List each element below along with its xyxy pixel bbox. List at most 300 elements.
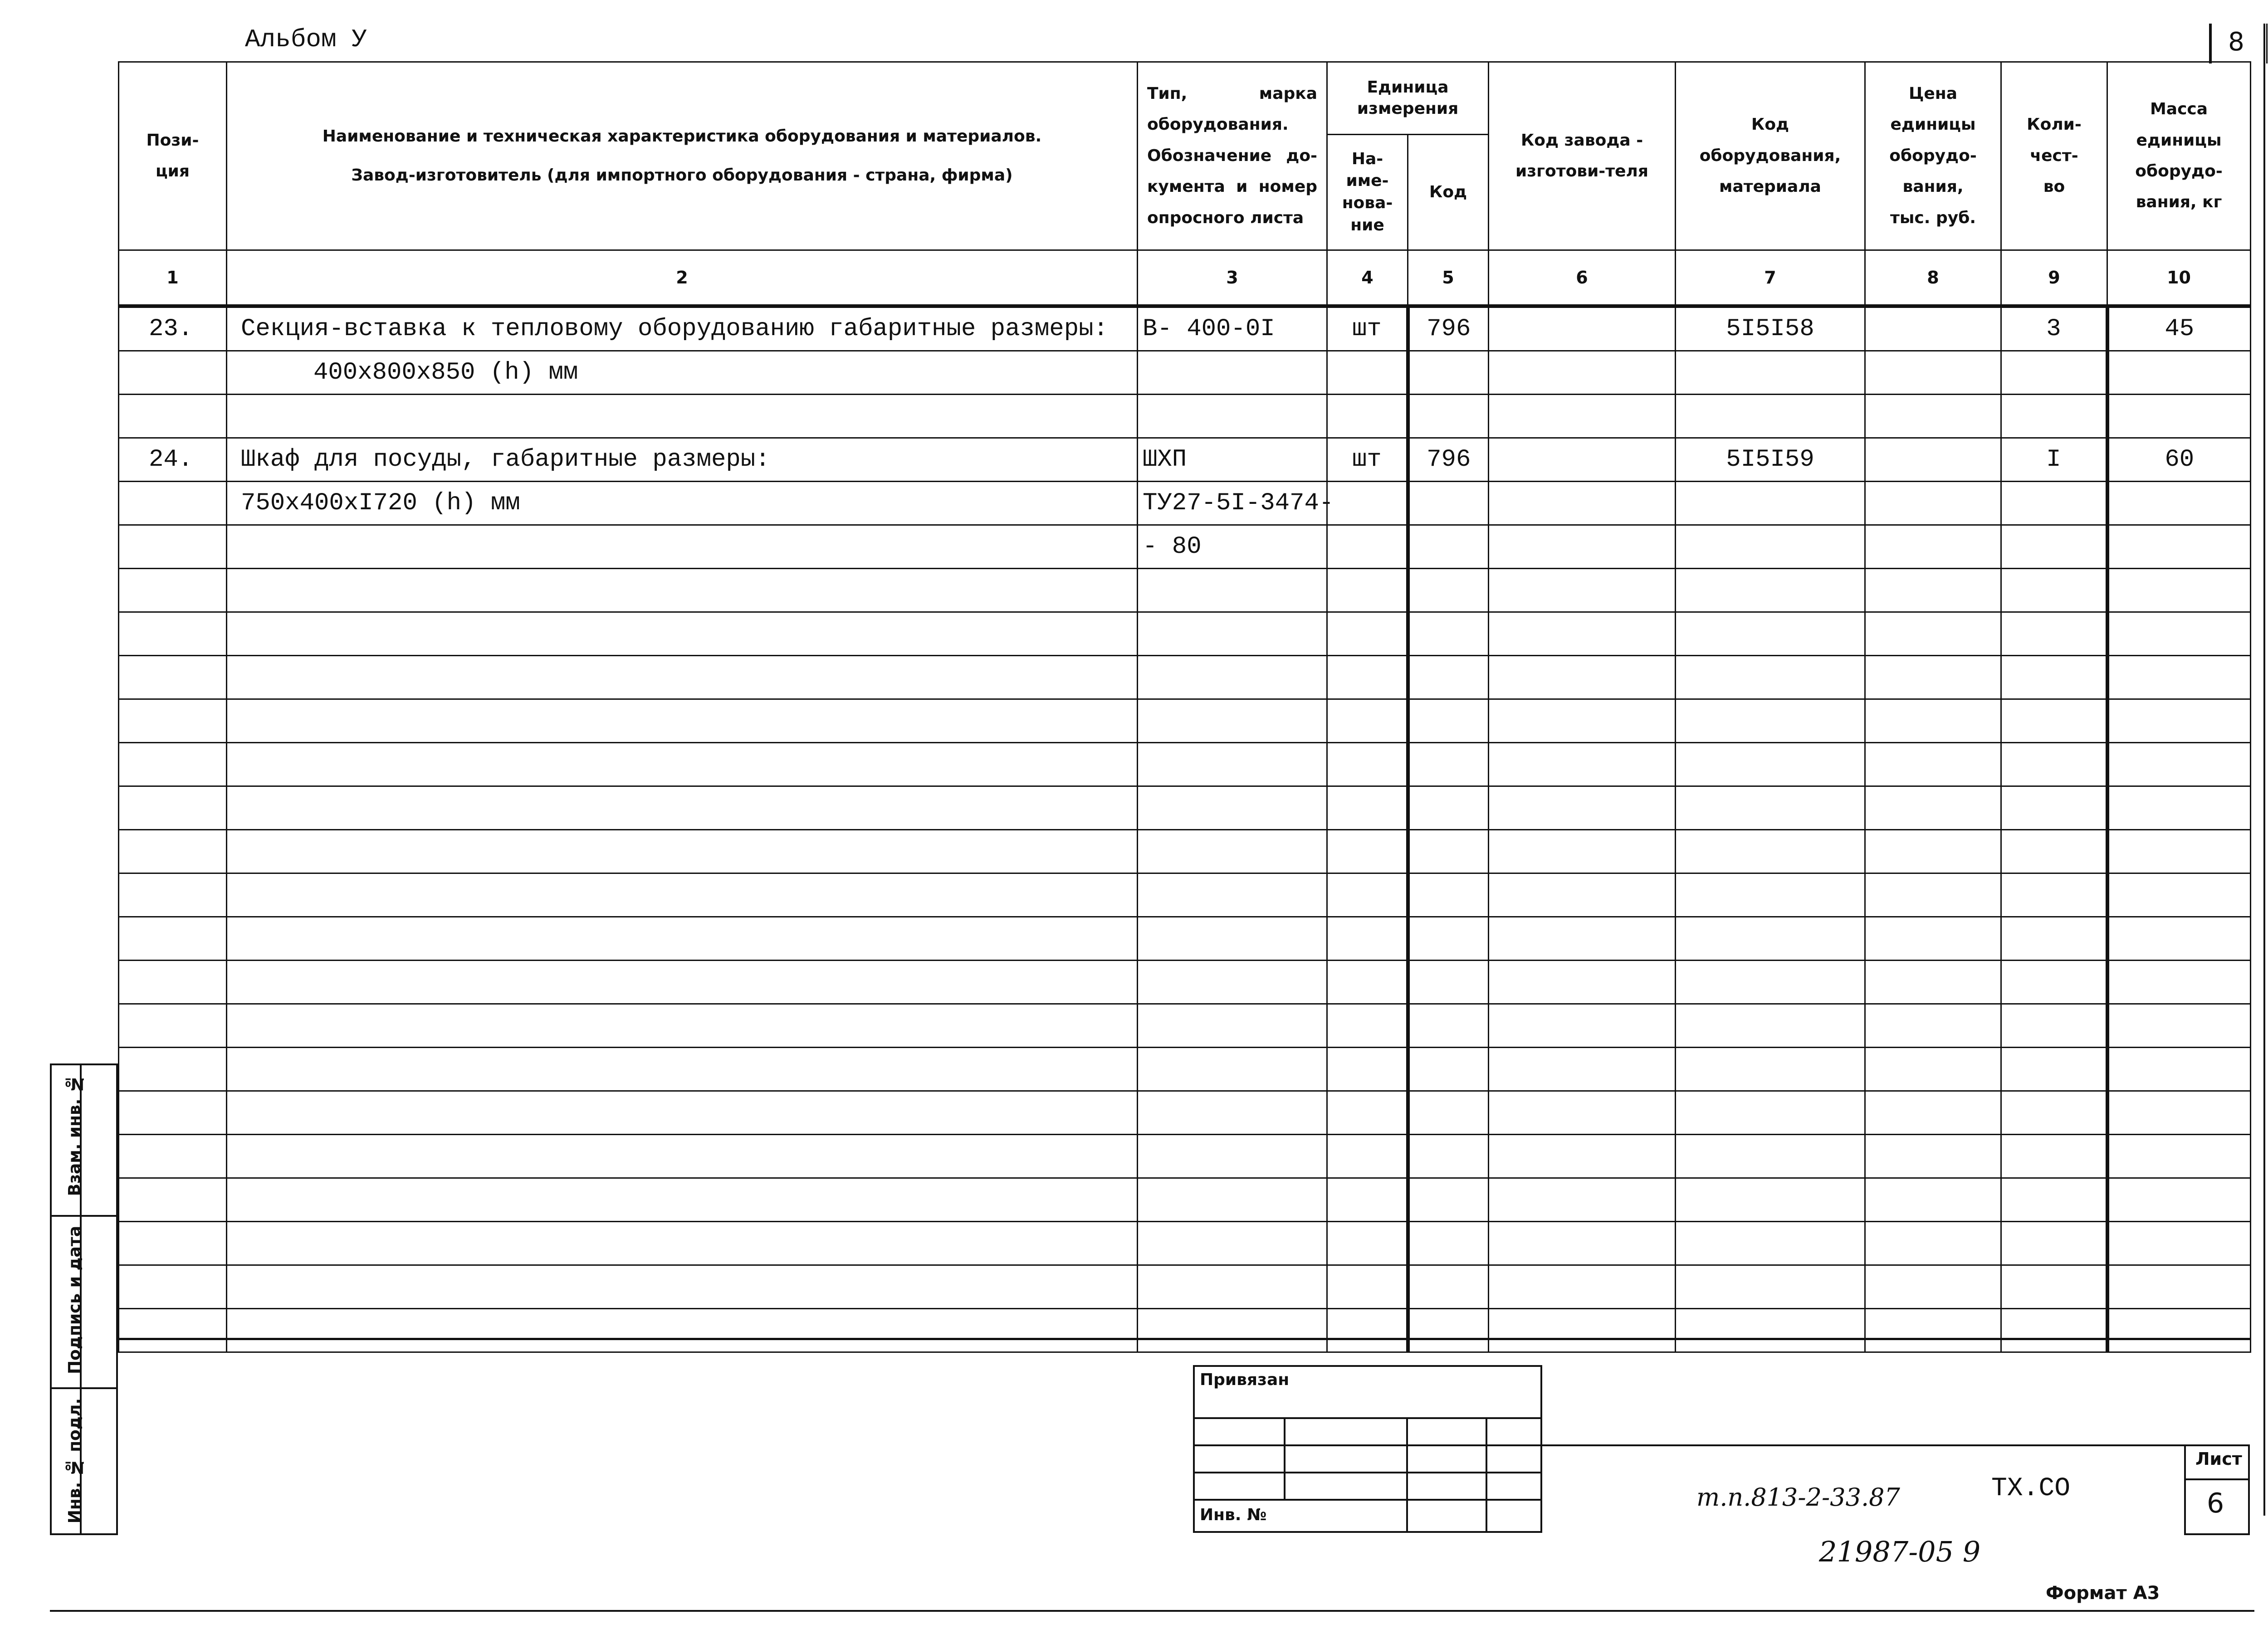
table-row bbox=[119, 917, 2251, 961]
cell-unit-code bbox=[1408, 1222, 1489, 1265]
cell-unit-code bbox=[1408, 961, 1489, 1004]
cell-maker bbox=[1489, 873, 1676, 917]
cell-name: 750x400xI720 (h) мм bbox=[227, 482, 1138, 525]
cell-mass bbox=[2107, 786, 2251, 830]
table-row bbox=[119, 1091, 2251, 1135]
cell-unit bbox=[1327, 351, 1408, 395]
cell-type bbox=[1138, 1309, 1327, 1352]
table-row bbox=[119, 612, 2251, 656]
binding-grid-line bbox=[1486, 1417, 1487, 1533]
cell-type bbox=[1138, 830, 1327, 873]
column-number: 3 bbox=[1138, 250, 1327, 307]
cell-pos bbox=[119, 395, 227, 438]
cell-type: - 80 bbox=[1138, 525, 1327, 569]
sheet-number: 6 bbox=[2207, 1488, 2224, 1519]
cell-code bbox=[1676, 525, 1865, 569]
cell-code bbox=[1676, 1265, 1865, 1309]
cell-mass bbox=[2107, 743, 2251, 786]
binding-grid-line bbox=[1284, 1417, 1286, 1499]
cell-code bbox=[1676, 699, 1865, 743]
right-border-line bbox=[2263, 24, 2265, 1516]
cell-mass bbox=[2107, 1004, 2251, 1048]
table-row bbox=[119, 351, 2251, 395]
table-row bbox=[119, 306, 2251, 351]
cell-code: 5I5I59 bbox=[1676, 438, 1865, 482]
cell-code bbox=[1676, 1178, 1865, 1222]
cell-maker bbox=[1489, 743, 1676, 786]
side-stamp bbox=[50, 1063, 118, 1535]
cell-name: Шкаф для посуды, габаритные размеры: bbox=[227, 438, 1138, 482]
cell-unit bbox=[1327, 656, 1408, 699]
cell-maker bbox=[1489, 306, 1676, 351]
side-label-original-inv: Инв. № подл. bbox=[65, 1398, 84, 1524]
cell-maker bbox=[1489, 917, 1676, 961]
table-row bbox=[119, 656, 2251, 699]
cell-qty bbox=[2001, 961, 2107, 1004]
header-maker-code: Код завода - изготови-теля bbox=[1489, 62, 1676, 250]
cell-unit-code: 796 bbox=[1408, 306, 1489, 351]
cell-mass bbox=[2107, 1222, 2251, 1265]
column-number: 7 bbox=[1676, 250, 1865, 307]
cell-qty bbox=[2001, 569, 2107, 612]
cell-price bbox=[1865, 656, 2001, 699]
cell-unit-code bbox=[1408, 1135, 1489, 1178]
cell-code bbox=[1676, 873, 1865, 917]
cell-unit-code bbox=[1408, 395, 1489, 438]
header-quantity: Коли-чест-во bbox=[2001, 62, 2107, 250]
cell-qty bbox=[2001, 1222, 2107, 1265]
cell-unit: шт bbox=[1327, 306, 1408, 351]
cell-mass bbox=[2107, 525, 2251, 569]
cell-unit bbox=[1327, 917, 1408, 961]
cell-type bbox=[1138, 395, 1327, 438]
cell-qty bbox=[2001, 743, 2107, 786]
cell-unit-code bbox=[1408, 873, 1489, 917]
cell-price bbox=[1865, 1265, 2001, 1309]
cell-qty bbox=[2001, 612, 2107, 656]
table-row bbox=[119, 525, 2251, 569]
cell-unit-code bbox=[1408, 786, 1489, 830]
cell-type bbox=[1138, 1135, 1327, 1178]
table-row bbox=[119, 569, 2251, 612]
cell-unit-code bbox=[1408, 1265, 1489, 1309]
cell-maker bbox=[1489, 830, 1676, 873]
column-number: 9 bbox=[2001, 250, 2107, 307]
table-row bbox=[119, 786, 2251, 830]
cell-qty bbox=[2001, 1091, 2107, 1135]
cell-qty bbox=[2001, 656, 2107, 699]
cell-mass bbox=[2107, 699, 2251, 743]
binding-grid-line bbox=[1193, 1499, 1542, 1501]
side-stamp-signature bbox=[52, 1215, 116, 1387]
cell-qty bbox=[2001, 786, 2107, 830]
cell-price bbox=[1865, 1222, 2001, 1265]
header-equipment-code: Код оборудования, материала bbox=[1676, 62, 1865, 250]
cell-type bbox=[1138, 351, 1327, 395]
cell-mass bbox=[2107, 1135, 2251, 1178]
cell-code bbox=[1676, 917, 1865, 961]
cell-code bbox=[1676, 351, 1865, 395]
cell-code bbox=[1676, 569, 1865, 612]
cell-name bbox=[227, 1048, 1138, 1091]
cell-maker bbox=[1489, 699, 1676, 743]
cell-maker bbox=[1489, 569, 1676, 612]
cell-qty: I bbox=[2001, 438, 2107, 482]
cell-qty bbox=[2001, 1265, 2107, 1309]
cell-qty bbox=[2001, 1048, 2107, 1091]
cell-price bbox=[1865, 569, 2001, 612]
cell-type bbox=[1138, 1265, 1327, 1309]
cell-unit bbox=[1327, 1091, 1408, 1135]
cell-maker bbox=[1489, 786, 1676, 830]
specification-table bbox=[118, 61, 2251, 1353]
cell-mass bbox=[2107, 961, 2251, 1004]
cell-unit bbox=[1327, 830, 1408, 873]
cell-unit-code: 796 bbox=[1408, 438, 1489, 482]
cell-mass: 45 bbox=[2107, 306, 2251, 351]
cell-code bbox=[1676, 612, 1865, 656]
cell-unit bbox=[1327, 395, 1408, 438]
cell-unit-code bbox=[1408, 1091, 1489, 1135]
binding-grid-line bbox=[1193, 1472, 1542, 1473]
cell-price bbox=[1865, 961, 2001, 1004]
cell-type bbox=[1138, 656, 1327, 699]
cell-mass: 60 bbox=[2107, 438, 2251, 482]
cell-price bbox=[1865, 1048, 2001, 1091]
cell-pos bbox=[119, 656, 227, 699]
side-stamp-original-inv bbox=[52, 1387, 116, 1537]
binding-grid-line bbox=[1193, 1417, 1542, 1419]
cell-code bbox=[1676, 395, 1865, 438]
cell-mass bbox=[2107, 917, 2251, 961]
cell-qty bbox=[2001, 351, 2107, 395]
cell-mass bbox=[2107, 1048, 2251, 1091]
cell-maker bbox=[1489, 395, 1676, 438]
column-number: 1 bbox=[119, 250, 227, 307]
cell-name bbox=[227, 917, 1138, 961]
cell-pos bbox=[119, 743, 227, 786]
cell-maker bbox=[1489, 1309, 1676, 1352]
cell-pos bbox=[119, 786, 227, 830]
cell-price bbox=[1865, 1309, 2001, 1352]
cell-unit bbox=[1327, 961, 1408, 1004]
cell-name bbox=[227, 873, 1138, 917]
cell-unit-code bbox=[1408, 525, 1489, 569]
cell-price bbox=[1865, 438, 2001, 482]
cell-pos bbox=[119, 1178, 227, 1222]
format-label: Формат А3 bbox=[2046, 1583, 2160, 1604]
sheet-label: Лист bbox=[2195, 1449, 2242, 1469]
header-type: Тип, марка оборудования. Обозначение до-кумента и номер опросного листа bbox=[1138, 62, 1327, 250]
cell-name bbox=[227, 1004, 1138, 1048]
cell-unit-code bbox=[1408, 612, 1489, 656]
cell-price bbox=[1865, 1178, 2001, 1222]
cell-name: Секция-вставка к тепловому оборудованию габаритные размеры: bbox=[227, 306, 1138, 351]
cell-name bbox=[227, 743, 1138, 786]
cell-qty: 3 bbox=[2001, 306, 2107, 351]
cell-price bbox=[1865, 873, 2001, 917]
cell-qty bbox=[2001, 1004, 2107, 1048]
cell-pos bbox=[119, 482, 227, 525]
cell-maker bbox=[1489, 1135, 1676, 1178]
cell-name: 400x800x850 (h) мм bbox=[227, 351, 1138, 395]
table-row bbox=[119, 699, 2251, 743]
cell-pos bbox=[119, 961, 227, 1004]
cell-type bbox=[1138, 961, 1327, 1004]
cell-unit bbox=[1327, 612, 1408, 656]
cell-unit bbox=[1327, 569, 1408, 612]
cell-price bbox=[1865, 482, 2001, 525]
cell-unit-code bbox=[1408, 743, 1489, 786]
inventory-number: 21987-05 9 bbox=[1819, 1535, 1981, 1568]
binding-grid-line bbox=[1193, 1444, 1542, 1446]
cell-pos: 24. bbox=[119, 438, 227, 482]
cell-mass bbox=[2107, 1309, 2251, 1352]
cell-unit bbox=[1327, 1178, 1408, 1222]
cell-code bbox=[1676, 786, 1865, 830]
cell-type: В- 400-0I bbox=[1138, 306, 1327, 351]
cell-type bbox=[1138, 1048, 1327, 1091]
header-position: Пози- ция bbox=[119, 62, 227, 250]
cell-unit-code bbox=[1408, 1178, 1489, 1222]
cell-price bbox=[1865, 917, 2001, 961]
cell-price bbox=[1865, 351, 2001, 395]
cell-pos bbox=[119, 1222, 227, 1265]
cell-maker bbox=[1489, 525, 1676, 569]
cell-type bbox=[1138, 743, 1327, 786]
cell-mass bbox=[2107, 830, 2251, 873]
side-label-signature: Подпись и дата bbox=[65, 1226, 84, 1374]
cell-pos bbox=[119, 1004, 227, 1048]
cell-unit: шт bbox=[1327, 438, 1408, 482]
cell-name bbox=[227, 1265, 1138, 1309]
page-number: 8 bbox=[2228, 27, 2244, 57]
inventory-label: Инв. № bbox=[1200, 1506, 1267, 1524]
cell-maker bbox=[1489, 1048, 1676, 1091]
cell-maker bbox=[1489, 482, 1676, 525]
cell-name bbox=[227, 1222, 1138, 1265]
cell-type bbox=[1138, 612, 1327, 656]
table-row bbox=[119, 961, 2251, 1004]
cell-unit-code bbox=[1408, 917, 1489, 961]
cell-mass bbox=[2107, 1178, 2251, 1222]
document-mark: ТХ.СО bbox=[1991, 1474, 2071, 1503]
cell-unit bbox=[1327, 1309, 1408, 1352]
cell-pos bbox=[119, 525, 227, 569]
column-number: 4 bbox=[1327, 250, 1408, 307]
cell-type bbox=[1138, 786, 1327, 830]
cell-maker bbox=[1489, 438, 1676, 482]
table-row bbox=[119, 395, 2251, 438]
cell-qty bbox=[2001, 1309, 2107, 1352]
cell-pos: 23. bbox=[119, 306, 227, 351]
cell-code bbox=[1676, 1091, 1865, 1135]
table-row bbox=[119, 1265, 2251, 1309]
cell-type bbox=[1138, 699, 1327, 743]
document-code: т.п.813-2-33.87 bbox=[1696, 1483, 1900, 1512]
cell-qty bbox=[2001, 395, 2107, 438]
cell-code: 5I5I58 bbox=[1676, 306, 1865, 351]
cell-qty bbox=[2001, 699, 2107, 743]
cell-mass bbox=[2107, 1265, 2251, 1309]
cell-price bbox=[1865, 306, 2001, 351]
header-price: Цена единицы оборудо-вания, тыс. руб. bbox=[1865, 62, 2001, 250]
cell-maker bbox=[1489, 1222, 1676, 1265]
cell-unit bbox=[1327, 873, 1408, 917]
cell-unit bbox=[1327, 1135, 1408, 1178]
cell-mass bbox=[2107, 351, 2251, 395]
cell-code bbox=[1676, 1004, 1865, 1048]
cell-mass bbox=[2107, 1091, 2251, 1135]
table-row bbox=[119, 482, 2251, 525]
cell-pos bbox=[119, 569, 227, 612]
cell-pos bbox=[119, 612, 227, 656]
cell-price bbox=[1865, 743, 2001, 786]
cell-mass bbox=[2107, 656, 2251, 699]
binding-label: Привязан bbox=[1200, 1371, 1290, 1389]
cell-price bbox=[1865, 830, 2001, 873]
cell-unit bbox=[1327, 699, 1408, 743]
cell-price bbox=[1865, 1004, 2001, 1048]
cell-pos bbox=[119, 830, 227, 873]
cell-unit-code bbox=[1408, 351, 1489, 395]
cell-pos bbox=[119, 917, 227, 961]
table-row bbox=[119, 743, 2251, 786]
cell-mass bbox=[2107, 612, 2251, 656]
cell-code bbox=[1676, 961, 1865, 1004]
header-unit-group: Единица измерения bbox=[1327, 62, 1489, 135]
cell-unit-code bbox=[1408, 699, 1489, 743]
cell-name bbox=[227, 699, 1138, 743]
table-row bbox=[119, 1048, 2251, 1091]
cell-mass bbox=[2107, 395, 2251, 438]
cell-code bbox=[1676, 1222, 1865, 1265]
cell-mass bbox=[2107, 482, 2251, 525]
cell-name bbox=[227, 961, 1138, 1004]
cell-unit-code bbox=[1408, 1004, 1489, 1048]
cell-name bbox=[227, 1309, 1138, 1352]
cell-name bbox=[227, 395, 1138, 438]
side-stamp-replace-inv bbox=[52, 1065, 116, 1215]
cell-name bbox=[227, 786, 1138, 830]
table-row bbox=[119, 1004, 2251, 1048]
cell-unit-code bbox=[1408, 1048, 1489, 1091]
table-row bbox=[119, 873, 2251, 917]
cell-code bbox=[1676, 1309, 1865, 1352]
cell-unit-code bbox=[1408, 830, 1489, 873]
header-name: Наименование и техническая характеристика оборудования и материалов. Завод-изготовитель (для импортного оборудования - страна, фирма) bbox=[227, 62, 1138, 250]
cell-type: ТУ27-5I-3474- bbox=[1138, 482, 1327, 525]
cell-price bbox=[1865, 1091, 2001, 1135]
cell-type bbox=[1138, 1091, 1327, 1135]
column-number: 10 bbox=[2107, 250, 2251, 307]
cell-pos bbox=[119, 699, 227, 743]
cell-type bbox=[1138, 917, 1327, 961]
table-row bbox=[119, 1222, 2251, 1265]
header-mass: Масса единицы оборудо-вания, кг bbox=[2107, 62, 2251, 250]
cell-unit-code bbox=[1408, 656, 1489, 699]
cell-unit-code bbox=[1408, 1309, 1489, 1352]
cell-maker bbox=[1489, 351, 1676, 395]
cell-code bbox=[1676, 743, 1865, 786]
cell-price bbox=[1865, 1135, 2001, 1178]
cell-type bbox=[1138, 569, 1327, 612]
cell-pos bbox=[119, 1091, 227, 1135]
cell-qty bbox=[2001, 482, 2107, 525]
cell-unit bbox=[1327, 1222, 1408, 1265]
cell-code bbox=[1676, 1135, 1865, 1178]
table-row bbox=[119, 830, 2251, 873]
cell-name bbox=[227, 569, 1138, 612]
cell-code bbox=[1676, 656, 1865, 699]
cell-maker bbox=[1489, 1091, 1676, 1135]
cell-name bbox=[227, 656, 1138, 699]
cell-name bbox=[227, 1091, 1138, 1135]
album-title: Альбом У bbox=[245, 25, 367, 54]
cell-name bbox=[227, 612, 1138, 656]
cell-name bbox=[227, 1135, 1138, 1178]
cell-maker bbox=[1489, 1265, 1676, 1309]
cell-unit bbox=[1327, 1265, 1408, 1309]
cell-unit bbox=[1327, 743, 1408, 786]
cell-type: ШХП bbox=[1138, 438, 1327, 482]
cell-name bbox=[227, 525, 1138, 569]
cell-code bbox=[1676, 482, 1865, 525]
cell-maker bbox=[1489, 1178, 1676, 1222]
cell-qty bbox=[2001, 1135, 2107, 1178]
cell-type bbox=[1138, 1178, 1327, 1222]
cell-price bbox=[1865, 395, 2001, 438]
cell-unit bbox=[1327, 525, 1408, 569]
table-row bbox=[119, 1309, 2251, 1352]
cell-maker bbox=[1489, 1004, 1676, 1048]
cell-qty bbox=[2001, 873, 2107, 917]
cell-type bbox=[1138, 873, 1327, 917]
cell-qty bbox=[2001, 917, 2107, 961]
column-number: 8 bbox=[1865, 250, 2001, 307]
binding-grid-line bbox=[1406, 1417, 1408, 1533]
header-unit-code: Код bbox=[1408, 135, 1489, 250]
cell-price bbox=[1865, 612, 2001, 656]
cell-unit-code bbox=[1408, 482, 1489, 525]
cell-unit bbox=[1327, 786, 1408, 830]
cell-pos bbox=[119, 1135, 227, 1178]
bottom-border-line bbox=[50, 1610, 2254, 1612]
column-number: 2 bbox=[227, 250, 1138, 307]
cell-unit bbox=[1327, 1048, 1408, 1091]
cell-mass bbox=[2107, 569, 2251, 612]
table-row bbox=[119, 1178, 2251, 1222]
sheet-box-divider bbox=[2184, 1478, 2250, 1480]
stamp-top-line bbox=[118, 1338, 2250, 1340]
cell-unit bbox=[1327, 1004, 1408, 1048]
table-row bbox=[119, 1135, 2251, 1178]
header-unit-name: На-име-нова-ние bbox=[1327, 135, 1408, 250]
cell-pos bbox=[119, 1048, 227, 1091]
cell-price bbox=[1865, 699, 2001, 743]
cell-unit bbox=[1327, 482, 1408, 525]
cell-maker bbox=[1489, 612, 1676, 656]
cell-price bbox=[1865, 786, 2001, 830]
cell-mass bbox=[2107, 873, 2251, 917]
cell-code bbox=[1676, 830, 1865, 873]
side-label-replace-inv: Взам. инв. № bbox=[65, 1074, 84, 1196]
cell-code bbox=[1676, 1048, 1865, 1091]
cell-name bbox=[227, 1178, 1138, 1222]
cell-type bbox=[1138, 1222, 1327, 1265]
cell-price bbox=[1865, 525, 2001, 569]
cell-maker bbox=[1489, 961, 1676, 1004]
